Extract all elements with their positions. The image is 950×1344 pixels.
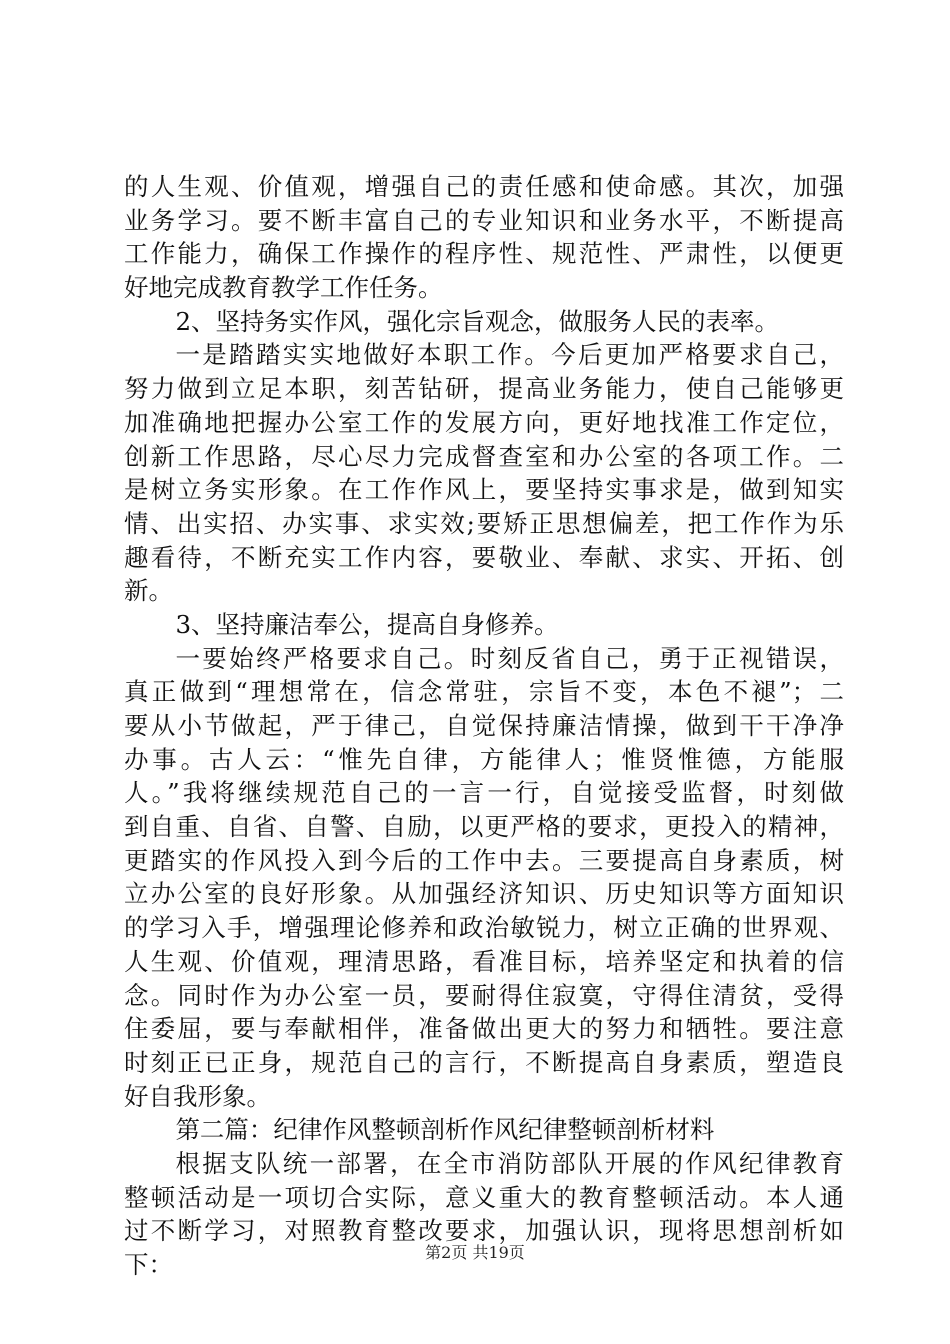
text-line: 一是踏踏实实地做好本职工作。今后更加严格要求自己，: [175, 340, 844, 370]
text-line: 好自我形象。: [124, 1081, 271, 1111]
text-line: 真正做到“理想常在，信念常驻，宗旨不变，本色不褪”；二: [124, 677, 844, 707]
text-line: 人。”我将继续规范自己的一言一行，自觉接受监督，时刻做: [124, 778, 844, 808]
text-line: 2、坚持务实作风，强化宗旨观念，做服务人民的表率。: [175, 306, 780, 336]
text-line: 的学习入手，增强理论修养和政治敏锐力，树立正确的世界观、: [124, 913, 844, 943]
text-line: 工作能力，确保工作操作的程序性、规范性、严肃性，以便更: [124, 239, 844, 269]
text-line: 趣看待，不断充实工作内容，要敬业、奉献、求实、开拓、创: [124, 542, 844, 572]
text-line: 到自重、自省、自警、自励，以更严格的要求，更投入的精神，: [124, 812, 844, 842]
text-line: 业务学习。要不断丰富自己的专业知识和业务水平，不断提高: [124, 205, 844, 235]
text-line: 过不断学习，对照教育整改要求，加强认识，现将思想剖析如: [124, 1216, 844, 1246]
text-line: 下：: [124, 1250, 173, 1279]
text-line: 一要始终严格要求自己。时刻反省自己，勇于正视错误，: [175, 643, 844, 673]
text-line: 整顿活动是一项切合实际，意义重大的教育整顿活动。本人通: [124, 1182, 844, 1212]
text-line: 立办公室的良好形象。从加强经济知识、历史知识等方面知识: [124, 879, 844, 909]
text-line: 人生观、价值观，理清思路，看准目标，培养坚定和执着的信: [124, 946, 844, 976]
document-body: [124, 170, 844, 1282]
text-line: 根据支队统一部署，在全市消防部队开展的作风纪律教育: [175, 1148, 844, 1178]
text-line: 3、坚持廉洁奉公，提高自身修养。: [175, 609, 559, 639]
text-line: 是树立务实形象。在工作作风上，要坚持实事求是，做到知实: [124, 475, 844, 505]
text-line: 情、出实招、办实事、求实效;要矫正思想偏差，把工作作为乐: [124, 508, 844, 538]
page-footer: 第2页 共19页: [425, 1243, 525, 1262]
text-line: 的人生观、价值观，增强自己的责任感和使命感。其次，加强: [124, 172, 844, 201]
text-line: 要从小节做起，严于律己，自觉保持廉洁情操，做到干干净净: [124, 711, 844, 740]
text-line: 办事。古人云：“惟先自律，方能律人；惟贤惟德，方能服: [124, 744, 844, 774]
text-line: 好地完成教育教学工作任务。: [124, 273, 443, 303]
text-line: 念。同时作为办公室一员，要耐得住寂寞，守得住清贫，受得: [124, 980, 844, 1010]
text-line: 加准确地把握办公室工作的发展方向，更好地找准工作定位，: [124, 407, 844, 437]
text-line: 新。: [124, 576, 173, 606]
text-line: 第二篇：纪律作风整顿剖析作风纪律整顿剖析材料: [175, 1115, 715, 1145]
text-line: 时刻正已正身，规范自己的言行，不断提高自身素质，塑造良: [124, 1047, 844, 1077]
text-line: 住委屈，要与奉献相伴，准备做出更大的努力和牺牲。要注意: [124, 1014, 844, 1044]
text-line: 更踏实的作风投入到今后的工作中去。三要提高自身素质，树: [124, 845, 844, 875]
text-line: 努力做到立足本职，刻苦钻研，提高业务能力，使自己能够更: [124, 374, 844, 404]
text-line: 创新工作思路，尽心尽力完成督查室和办公室的各项工作。二: [124, 441, 844, 471]
